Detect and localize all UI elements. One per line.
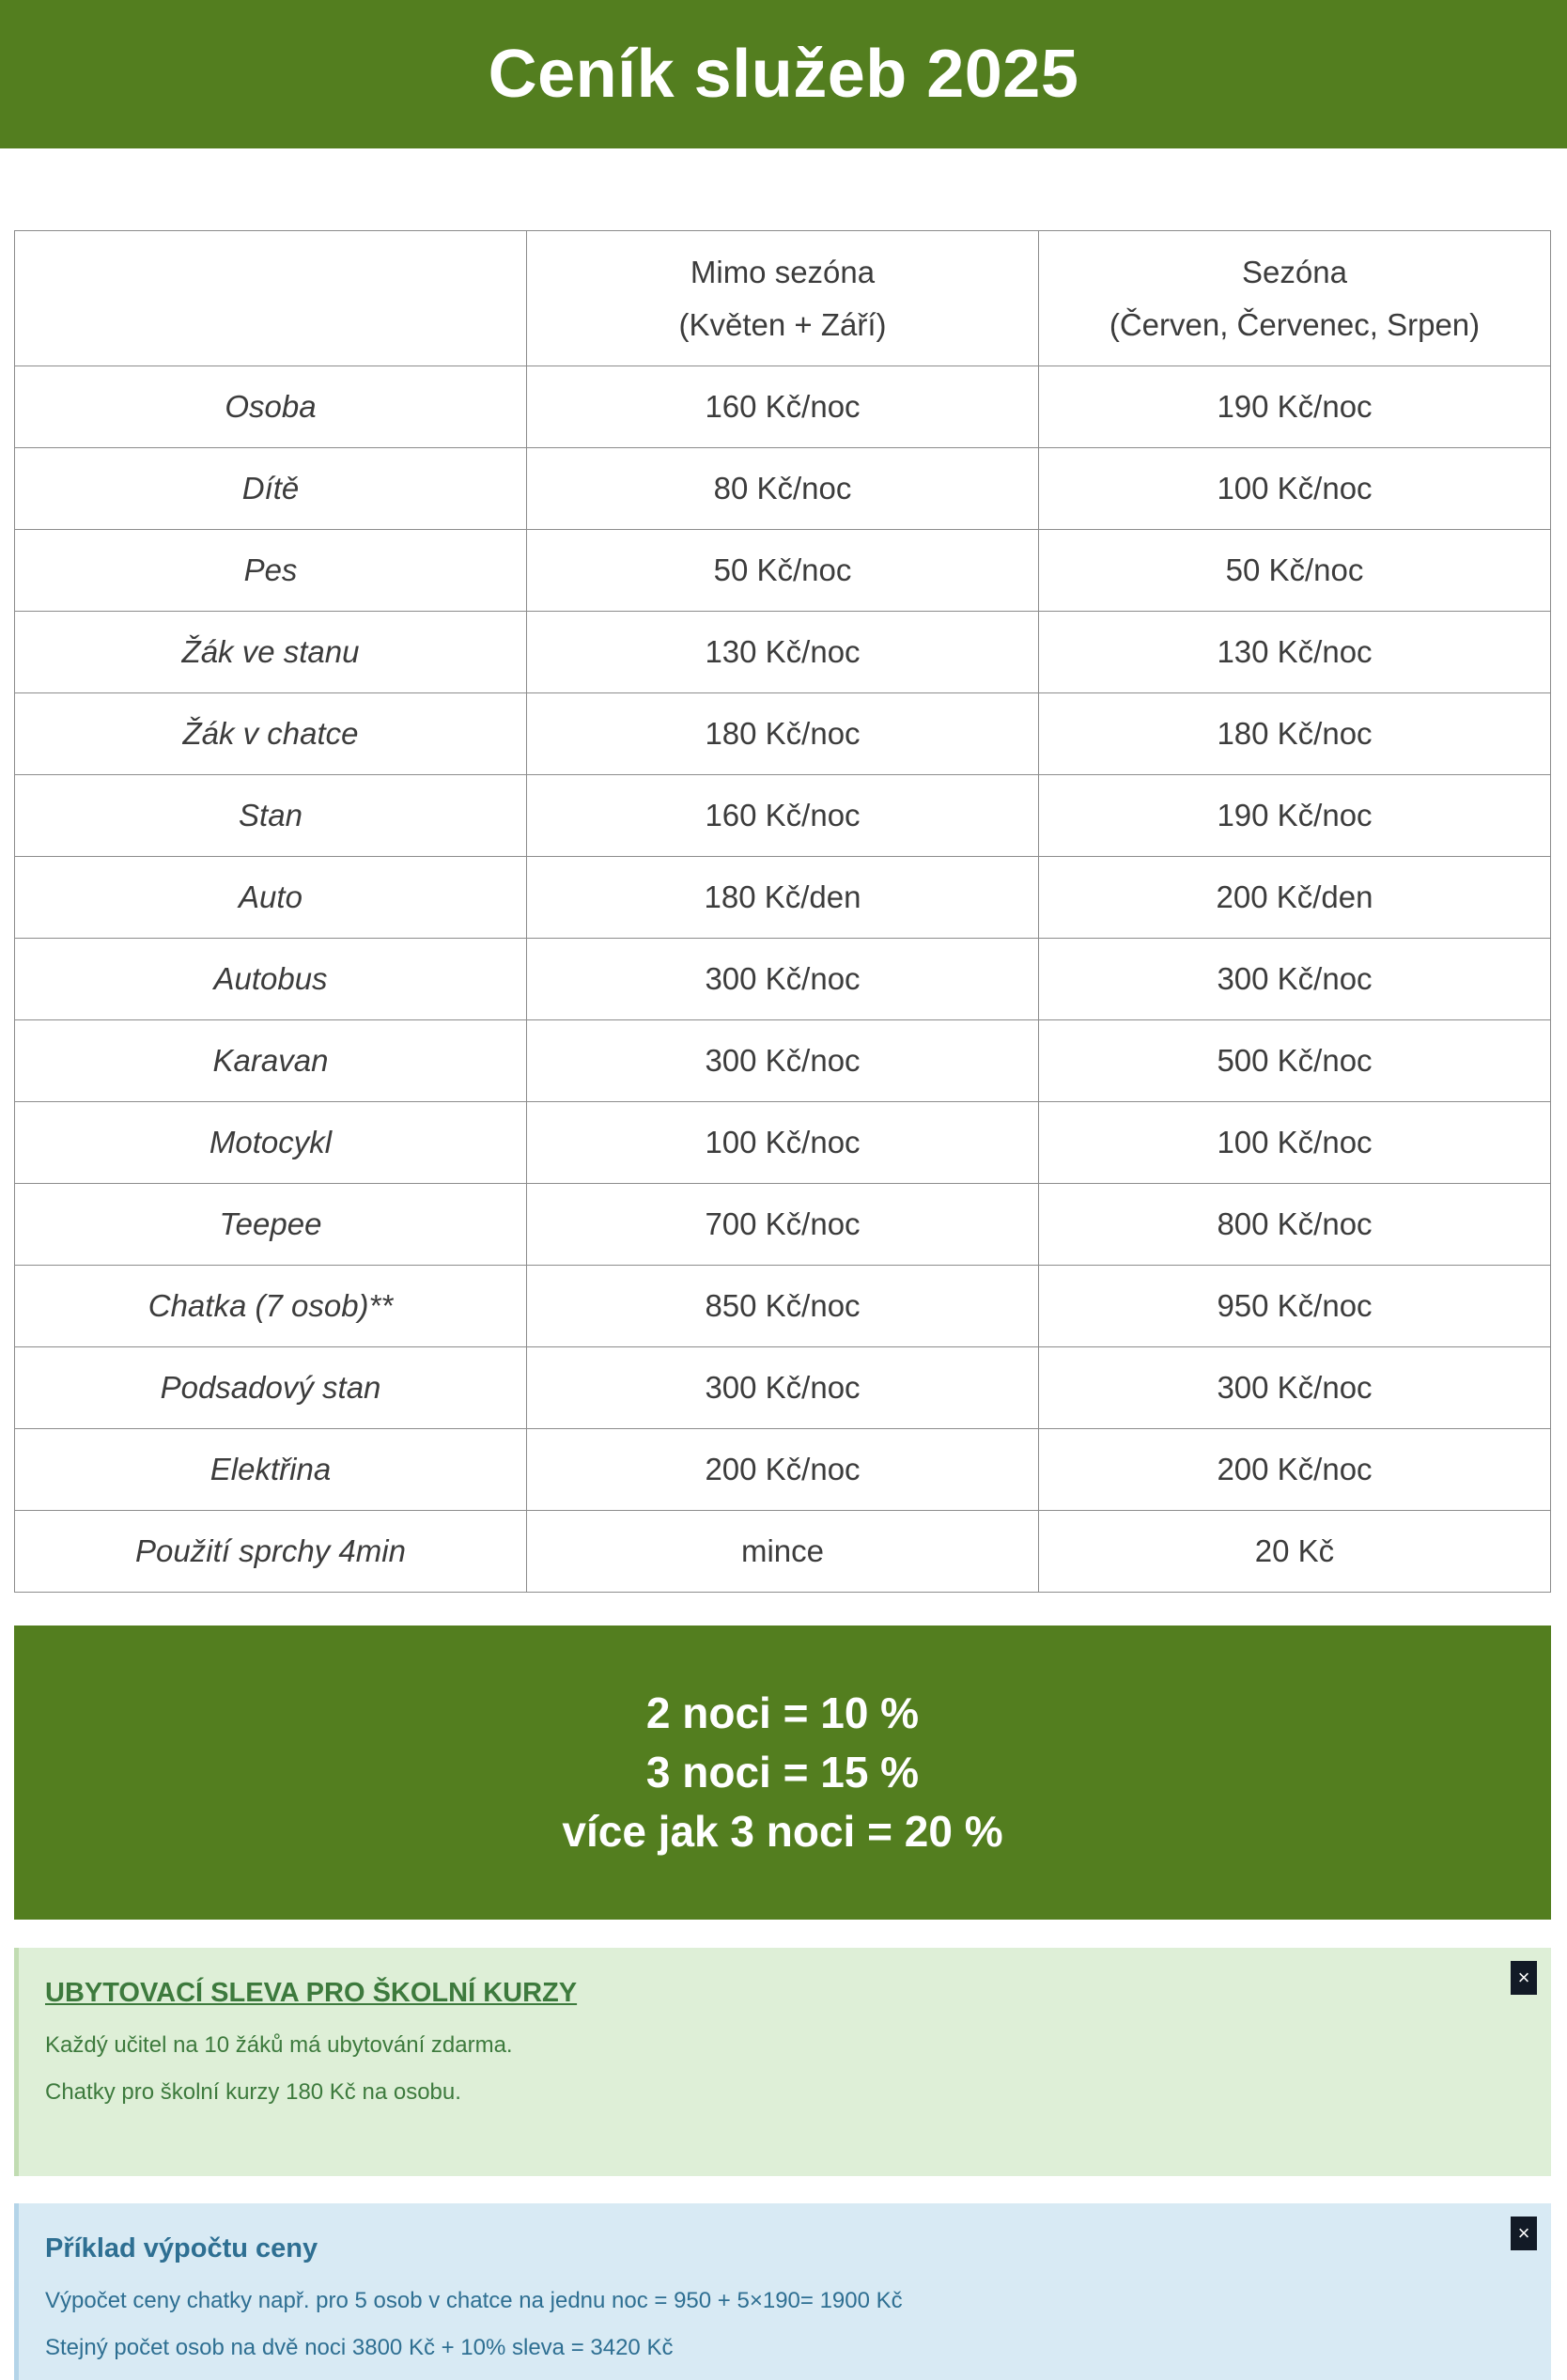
season-price-cell: 100 Kč/noc (1039, 448, 1551, 530)
season-price-cell: 200 Kč/noc (1039, 1429, 1551, 1511)
discount-banner (14, 1626, 1551, 1920)
discount-two-nights: 2 noci = 10 % (645, 1688, 920, 1737)
item-cell: Pes (15, 530, 527, 612)
season-price-cell: 200 Kč/den (1039, 857, 1551, 939)
page-header (0, 0, 1567, 148)
season-price-cell: 50 Kč/noc (1039, 530, 1551, 612)
item-cell: Žák ve stanu (15, 612, 527, 693)
item-cell: Stan (15, 775, 527, 857)
price-example-line: Stejný počet osob na dvě noci 3800 Kč + 10% sleva = 3420 Kč (45, 2335, 674, 2360)
off-season-price-cell: 160 Kč/noc (527, 366, 1039, 448)
item-cell: Auto (15, 857, 527, 939)
off-season-price-cell: 200 Kč/noc (527, 1429, 1039, 1511)
table-row (15, 939, 1551, 1020)
season-price-cell: 180 Kč/noc (1039, 693, 1551, 775)
season-price-cell: 190 Kč/noc (1039, 775, 1551, 857)
season-price-cell: 190 Kč/noc (1039, 366, 1551, 448)
off-season-price-cell: 80 Kč/noc (527, 448, 1039, 530)
season-price-cell: 500 Kč/noc (1039, 1020, 1551, 1102)
season-price-cell: 130 Kč/noc (1039, 612, 1551, 693)
column-header-off-season-months: (Květen + Září) (678, 306, 887, 342)
item-cell: Podsadový stan (15, 1347, 527, 1429)
item-cell: Teepee (15, 1184, 527, 1266)
off-season-price-cell: 180 Kč/den (527, 857, 1039, 939)
table-row (15, 1020, 1551, 1102)
table-row (15, 1266, 1551, 1347)
off-season-price-cell: 100 Kč/noc (527, 1102, 1039, 1184)
table-row (15, 1429, 1551, 1511)
table-row (15, 366, 1551, 448)
price-example-title: Příklad výpočtu ceny (45, 2233, 318, 2263)
off-season-price-cell: 300 Kč/noc (527, 1020, 1039, 1102)
item-cell: Chatka (7 osob)** (15, 1266, 527, 1347)
school-discount-title: UBYTOVACÍ SLEVA PRO ŠKOLNÍ KURZY (45, 1978, 578, 2008)
item-cell: Dítě (15, 448, 527, 530)
school-discount-line: Každý učitel na 10 žáků má ubytování zdarma. (45, 2032, 513, 2058)
season-price-cell: 300 Kč/noc (1039, 939, 1551, 1020)
table-row (15, 775, 1551, 857)
table-row (15, 1511, 1551, 1593)
season-price-cell: 100 Kč/noc (1039, 1102, 1551, 1184)
season-price-cell: 20 Kč (1039, 1511, 1551, 1593)
off-season-price-cell: mince (527, 1511, 1039, 1593)
table-row (15, 1102, 1551, 1184)
page-title: Ceník služeb 2025 (488, 37, 1079, 112)
column-header-season-months: (Červen, Červenec, Srpen) (1109, 306, 1481, 342)
item-cell: Motocykl (15, 1102, 527, 1184)
off-season-price-cell: 50 Kč/noc (527, 530, 1039, 612)
off-season-price-cell: 160 Kč/noc (527, 775, 1039, 857)
season-price-cell: 950 Kč/noc (1039, 1266, 1551, 1347)
price-example-alert (14, 2203, 1551, 2380)
table-row (15, 857, 1551, 939)
item-cell: Autobus (15, 939, 527, 1020)
item-cell: Osoba (15, 366, 527, 448)
column-header-item (15, 231, 527, 366)
discount-three-nights: 3 noci = 15 % (645, 1748, 920, 1797)
item-cell: Použití sprchy 4min (15, 1511, 527, 1593)
item-cell: Karavan (15, 1020, 527, 1102)
table-row (15, 448, 1551, 530)
off-season-price-cell: 300 Kč/noc (527, 1347, 1039, 1429)
price-table (14, 230, 1551, 1593)
close-icon[interactable]: × (1511, 1961, 1537, 1995)
season-price-cell: 800 Kč/noc (1039, 1184, 1551, 1266)
table-row (15, 1184, 1551, 1266)
season-price-cell: 300 Kč/noc (1039, 1347, 1551, 1429)
school-discount-alert (14, 1948, 1551, 2176)
table-row (15, 1347, 1551, 1429)
item-cell: Elektřina (15, 1429, 527, 1511)
off-season-price-cell: 130 Kč/noc (527, 612, 1039, 693)
close-icon[interactable]: × (1511, 2217, 1537, 2250)
school-discount-line: Chatky pro školní kurzy 180 Kč na osobu. (45, 2079, 461, 2105)
price-example-line: Výpočet ceny chatky např. pro 5 osob v chatce na jednu noc = 950 + 5×190= 1900 Kč (45, 2288, 903, 2313)
item-cell: Žák v chatce (15, 693, 527, 775)
column-header-off-season-title: Mimo sezóna (690, 254, 876, 289)
column-header-off-season (527, 231, 1039, 366)
table-row (15, 612, 1551, 693)
table-row (15, 693, 1551, 775)
off-season-price-cell: 300 Kč/noc (527, 939, 1039, 1020)
column-header-season-title: Sezóna (1242, 254, 1347, 289)
table-header-row (15, 231, 1551, 366)
off-season-price-cell: 180 Kč/noc (527, 693, 1039, 775)
column-header-season (1039, 231, 1551, 366)
off-season-price-cell: 700 Kč/noc (527, 1184, 1039, 1266)
table-row (15, 530, 1551, 612)
off-season-price-cell: 850 Kč/noc (527, 1266, 1039, 1347)
discount-more-nights: více jak 3 noci = 20 % (562, 1807, 1003, 1856)
